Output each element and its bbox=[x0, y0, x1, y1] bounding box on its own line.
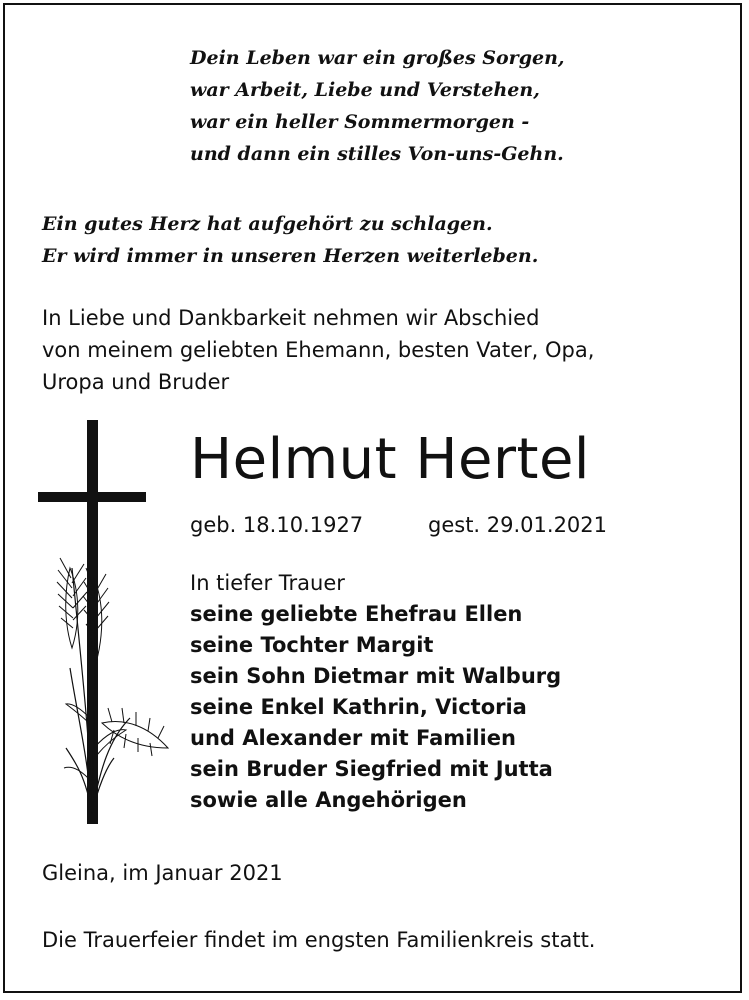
birth-date: geb. 18.10.1927 bbox=[190, 513, 364, 537]
mourner-name: seine geliebte Ehefrau Ellen bbox=[190, 602, 523, 626]
poem-line: Dein Leben war ein großes Sorgen, bbox=[190, 47, 565, 69]
intro-line: Uropa und Bruder bbox=[42, 370, 230, 394]
intro-line: von meinem geliebten Ehemann, besten Vater, Opa, bbox=[42, 338, 595, 362]
place-and-date: Gleina, im Januar 2021 bbox=[42, 861, 283, 885]
poem-line: war Arbeit, Liebe und Verstehen, bbox=[190, 79, 540, 101]
mourner-name: seine Tochter Margit bbox=[190, 633, 434, 657]
verse-line: Er wird immer in unseren Herzen weiterleben. bbox=[42, 245, 539, 267]
mourner-name: und Alexander mit Familien bbox=[190, 726, 516, 750]
memorial-verse bbox=[42, 208, 538, 272]
deceased-name: Helmut Hertel bbox=[190, 427, 590, 492]
mourner-name: sein Bruder Siegfried mit Jutta bbox=[190, 757, 553, 781]
poem-line: war ein heller Sommermorgen - bbox=[190, 111, 530, 133]
cross-with-wheat-icon bbox=[30, 418, 180, 830]
mourners-list bbox=[190, 568, 561, 816]
farewell-intro bbox=[42, 302, 594, 398]
poem-verse bbox=[190, 42, 565, 170]
poem-line: und dann ein stilles Von-uns-Gehn. bbox=[190, 143, 564, 165]
verse-line: Ein gutes Herz hat aufgehört zu schlagen. bbox=[42, 213, 493, 235]
funeral-notice: Die Trauerfeier findet im engsten Familienkreis statt. bbox=[42, 928, 596, 952]
mourning-lead: In tiefer Trauer bbox=[190, 571, 345, 595]
mourner-name: sein Sohn Dietmar mit Walburg bbox=[190, 664, 562, 688]
intro-line: In Liebe und Dankbarkeit nehmen wir Abschied bbox=[42, 306, 540, 330]
mourner-name: seine Enkel Kathrin, Victoria bbox=[190, 695, 527, 719]
mourner-name: sowie alle Angehörigen bbox=[190, 788, 467, 812]
death-date: gest. 29.01.2021 bbox=[428, 513, 608, 537]
